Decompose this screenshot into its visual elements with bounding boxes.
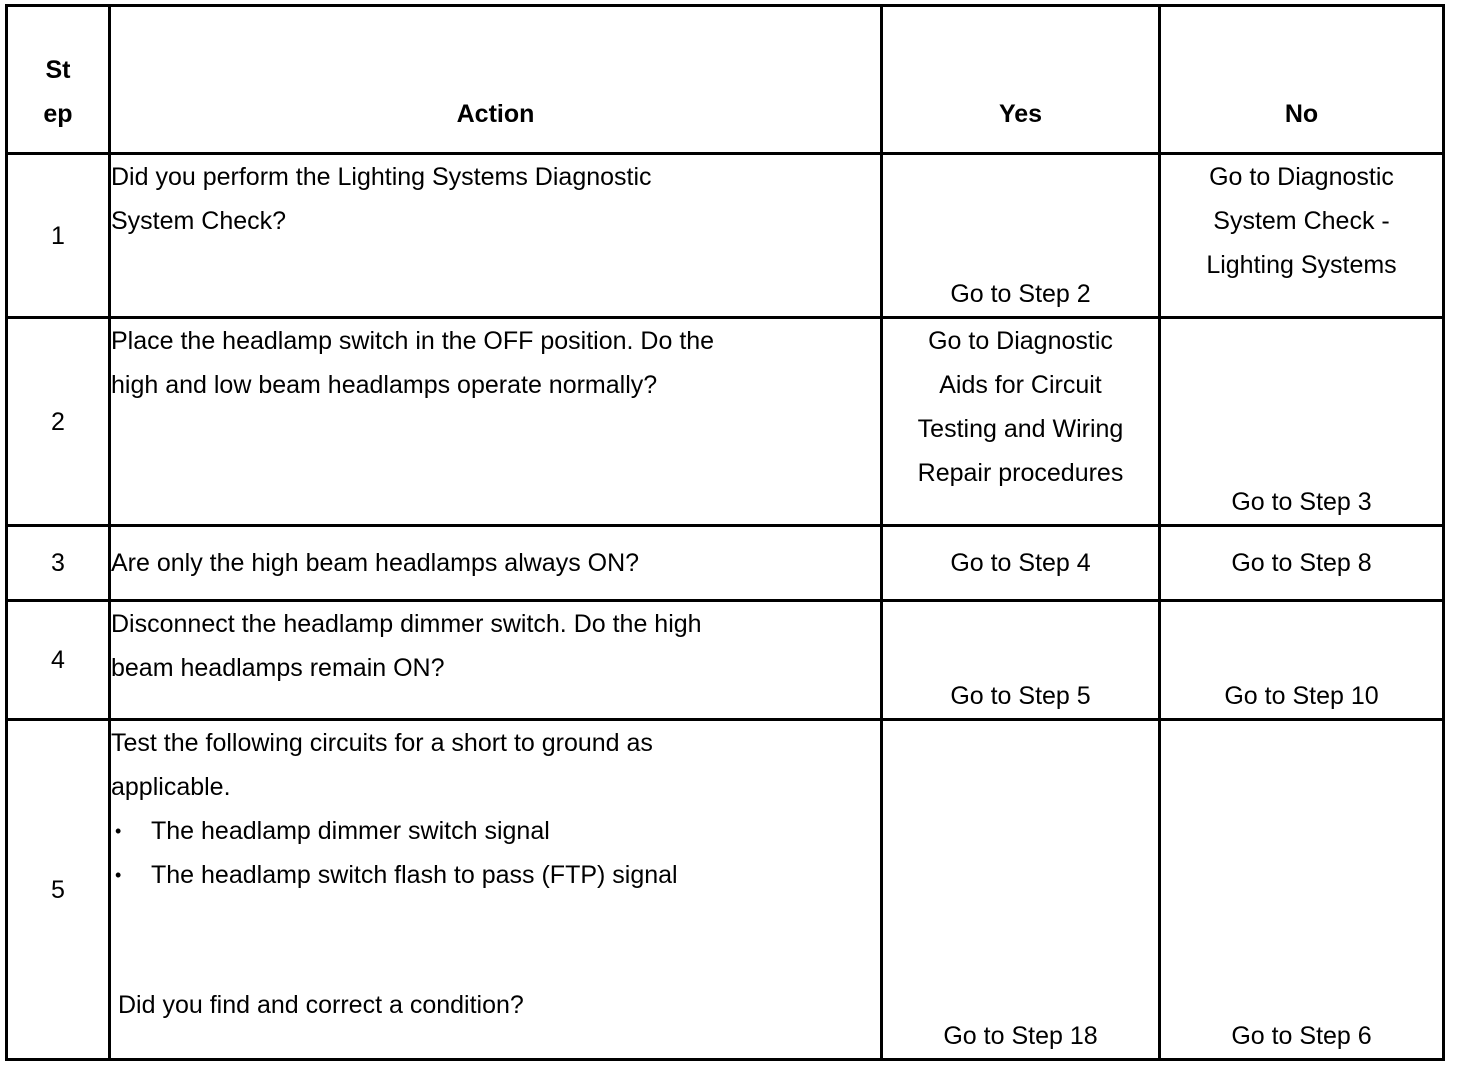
- action-line: Are only the high beam headlamps always ON?: [111, 549, 640, 577]
- no-line: Go to Step 10: [1224, 682, 1379, 710]
- no-line: Go to Step 6: [1231, 1022, 1372, 1050]
- no-line: Lighting Systems: [1206, 251, 1397, 279]
- yes-cell: [882, 154, 1160, 318]
- yes-line: Go to Step 4: [950, 549, 1091, 577]
- no-line: System Check -: [1213, 207, 1390, 235]
- action-line: Place the headlamp switch in the OFF position. Do the: [111, 327, 715, 355]
- yes-line: Testing and Wiring: [917, 415, 1124, 443]
- step-number: 3: [7, 526, 110, 601]
- action-line: System Check?: [111, 207, 287, 235]
- step-number: 5: [7, 720, 110, 1060]
- header-step-line1: St: [45, 56, 71, 84]
- header-row: [7, 6, 1444, 154]
- step-number: 1: [7, 154, 110, 318]
- bullet-icon: •: [115, 821, 122, 841]
- header-yes: Yes: [882, 6, 1160, 154]
- no-line: Go to Step 3: [1231, 488, 1372, 516]
- action-cell: [110, 720, 882, 1060]
- action-line: Test the following circuits for a short to ground as: [111, 729, 653, 757]
- no-line: Go to Diagnostic: [1209, 163, 1394, 191]
- yes-cell: [882, 526, 1160, 601]
- header-step-line2: ep: [43, 100, 73, 128]
- list-item: [111, 809, 880, 853]
- action-line: high and low beam headlamps operate normally?: [111, 371, 658, 399]
- no-cell: [1160, 154, 1444, 318]
- circuit-list: [111, 809, 880, 897]
- step-number: 2: [7, 318, 110, 526]
- no-line: Go to Step 8: [1231, 549, 1372, 577]
- action-cell: [110, 318, 882, 526]
- step-number: 4: [7, 601, 110, 720]
- bullet-icon: •: [115, 865, 122, 885]
- table-row: [7, 526, 1444, 601]
- action-cell: [110, 154, 882, 318]
- diagnostic-table: [5, 4, 1445, 1061]
- bullet-text: The headlamp switch flash to pass (FTP) signal: [151, 861, 678, 889]
- yes-line: Go to Step 5: [950, 682, 1091, 710]
- table-row: [7, 154, 1444, 318]
- bullet-text: The headlamp dimmer switch signal: [151, 817, 550, 845]
- action-line: Disconnect the headlamp dimmer switch. Do the high: [111, 610, 702, 638]
- yes-line: Repair procedures: [917, 459, 1124, 487]
- action-cell: [110, 601, 882, 720]
- action-line: beam headlamps remain ON?: [111, 654, 445, 682]
- header-step: [7, 6, 110, 154]
- no-cell: [1160, 601, 1444, 720]
- yes-cell: [882, 318, 1160, 526]
- no-cell: [1160, 318, 1444, 526]
- header-action: Action: [110, 6, 882, 154]
- action-question: Did you find and correct a condition?: [118, 991, 524, 1019]
- list-item: [111, 853, 880, 897]
- table-row: [7, 720, 1444, 1060]
- yes-cell: [882, 720, 1160, 1060]
- no-cell: [1160, 720, 1444, 1060]
- action-line: applicable.: [111, 773, 231, 801]
- action-line: Did you perform the Lighting Systems Diagnostic: [111, 163, 652, 191]
- no-cell: [1160, 526, 1444, 601]
- table-row: [7, 601, 1444, 720]
- yes-line: Go to Step 2: [950, 280, 1091, 308]
- yes-cell: [882, 601, 1160, 720]
- table-row: [7, 318, 1444, 526]
- yes-line: Go to Diagnostic: [928, 327, 1113, 355]
- action-cell: [110, 526, 882, 601]
- yes-line: Go to Step 18: [943, 1022, 1098, 1050]
- yes-line: Aids for Circuit: [939, 371, 1102, 399]
- header-no: No: [1160, 6, 1444, 154]
